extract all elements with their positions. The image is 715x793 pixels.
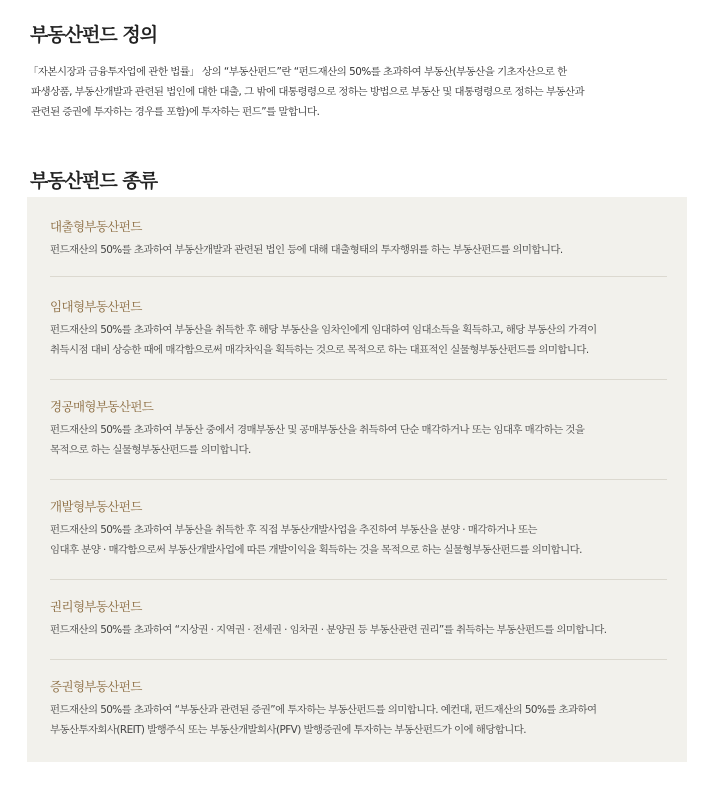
fund-type-description <box>50 700 674 740</box>
fund-type-description <box>50 240 674 260</box>
fund-type-item <box>50 219 674 260</box>
definition-title: 부동산펀드 정의 <box>30 24 158 46</box>
fund-type-description-line: 펀드재산의 50%를 초과하여 부동산 중에서 경매부동산 및 공매부동산을 취득하여 단순 매각하거나 또는 임대후 매각하는 것을 <box>50 424 585 436</box>
fund-type-description <box>50 620 674 640</box>
fund-type-item <box>50 499 674 560</box>
fund-type-description-line: 부동산투자회사(REIT) 발행주식 또는 부동산개발회사(PFV) 발행증권에 투자하는 부동산펀드가 이에 해당합니다. <box>50 724 526 736</box>
definition-text <box>28 62 688 122</box>
divider <box>50 276 667 277</box>
fund-type-name: 임대형부동산펀드 <box>50 299 142 314</box>
divider <box>50 379 667 380</box>
fund-type-item <box>50 599 674 640</box>
fund-type-name: 권리형부동산펀드 <box>50 599 142 614</box>
fund-type-item <box>50 679 674 740</box>
fund-types-panel <box>27 197 687 762</box>
definition-line: 파생상품, 부동산개발과 관련된 법인에 대한 대출, 그 밖에 대통령령으로 정하는 방법으로 부동산 및 대통령령으로 정하는 부동산과 <box>31 86 585 98</box>
fund-type-description <box>50 520 674 560</box>
fund-type-item <box>50 399 674 460</box>
fund-type-description-line: 목적으로 하는 실물형부동산펀드를 의미합니다. <box>50 444 251 456</box>
fund-type-description-line: 펀드재산의 50%를 초과하여 부동산개발과 관련된 법인 등에 대해 대출형태의 투자행위를 하는 부동산펀드를 의미합니다. <box>50 244 563 256</box>
fund-type-description <box>50 420 674 460</box>
fund-type-name: 경공매형부동산펀드 <box>50 399 154 414</box>
fund-type-description-line: 임대후 분양 · 매각함으로써 부동산개발사업에 따른 개발이익을 획득하는 것을 목적으로 하는 실물형부동산펀드를 의미합니다. <box>50 544 582 556</box>
fund-type-description-line: 펀드재산의 50%를 초과하여 “부동산과 관련된 증권”에 투자하는 부동산펀드를 의미합니다. 예컨대, 펀드재산의 50%를 초과하여 <box>50 704 597 716</box>
fund-type-item <box>50 299 674 360</box>
fund-type-description-line: 펀드재산의 50%를 초과하여 “지상권 · 지역권 · 전세권 · 임차권 · 분양권 등 부동산관련 권리”를 취득하는 부동산펀드를 의미합니다. <box>50 624 607 636</box>
divider <box>50 659 667 660</box>
fund-type-description-line: 취득시점 대비 상승한 때에 매각함으로써 매각차익을 획득하는 것으로 목적으로 하는 대표적인 실물형부동산펀드를 의미합니다. <box>50 344 589 356</box>
divider <box>50 479 667 480</box>
fund-type-description <box>50 320 674 360</box>
types-title: 부동산펀드 종류 <box>30 170 158 192</box>
fund-type-name: 개발형부동산펀드 <box>50 499 142 514</box>
fund-type-description-line: 펀드재산의 50%를 초과하여 부동산을 취득한 후 해당 부동산을 임차인에게 임대하여 임대소득을 획득하고, 해당 부동산의 가격이 <box>50 324 597 336</box>
definition-line: 「자본시장과 금융투자업에 관한 법률」 상의 “부동산펀드”란 “펀드재산의 50%를 초과하여 부동산(부동산을 기초자산으로 한 <box>28 66 567 78</box>
divider <box>50 579 667 580</box>
fund-type-description-line: 펀드재산의 50%를 초과하여 부동산을 취득한 후 직접 부동산개발사업을 추진하여 부동산을 분양 · 매각하거나 또는 <box>50 524 537 536</box>
fund-type-name: 대출형부동산펀드 <box>50 219 142 234</box>
fund-type-name: 증권형부동산펀드 <box>50 679 142 694</box>
definition-line: 관련된 증권에 투자하는 경우를 포함)에 투자하는 펀드”를 말합니다. <box>31 106 320 118</box>
